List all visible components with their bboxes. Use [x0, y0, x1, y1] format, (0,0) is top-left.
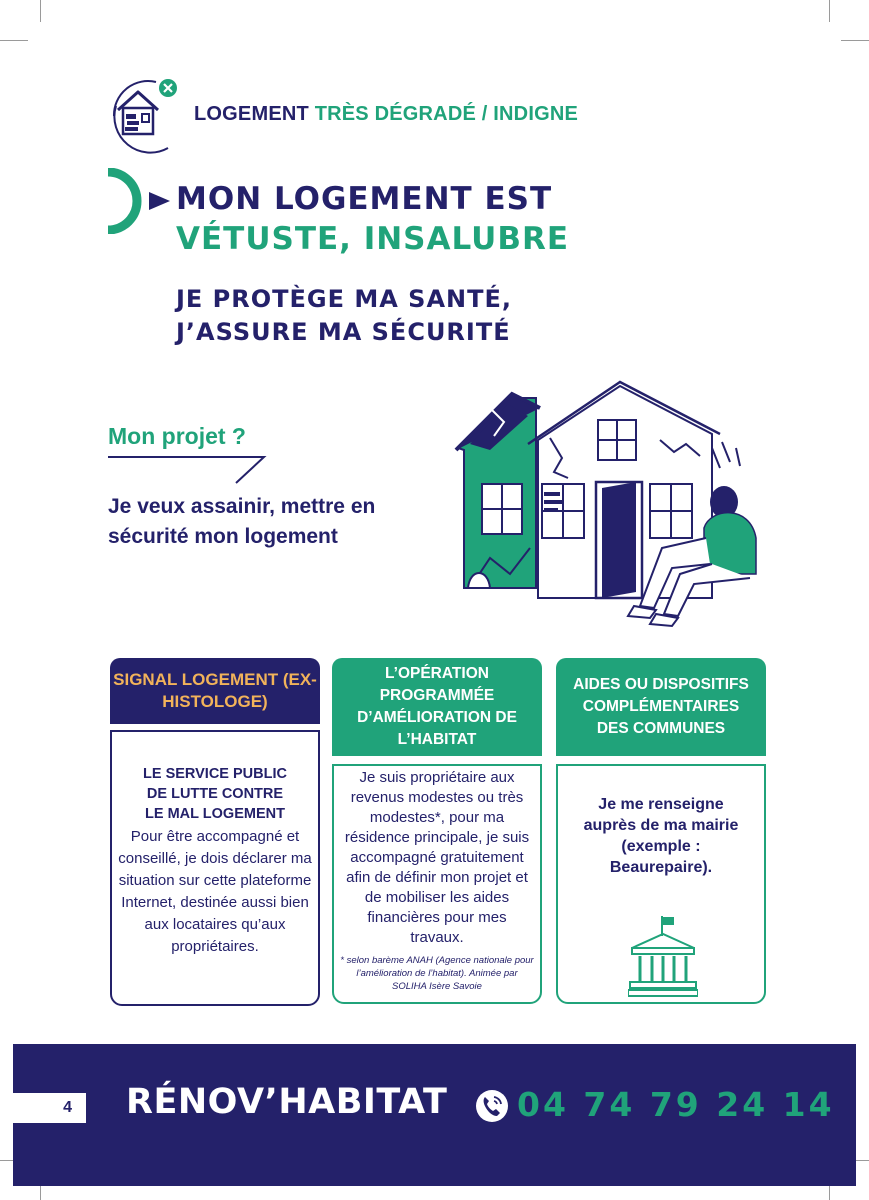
column-header: L’OPÉRATION PROGRAMMÉE D’AMÉLIORATION DE L’HABITAT — [332, 658, 542, 756]
damaged-house-icon — [106, 76, 186, 156]
crop-mark — [0, 40, 28, 41]
title-bracket-icon — [104, 168, 178, 238]
projet-heading: Mon projet ? — [108, 423, 246, 449]
phone-icon — [474, 1088, 510, 1128]
column-box — [556, 764, 766, 1004]
crop-mark — [829, 0, 830, 22]
projet-text: Je veux assainir, mettre en sécurité mon logement — [108, 495, 376, 548]
projet-underline — [108, 455, 268, 489]
section-label-part1: LOGEMENT — [194, 103, 309, 125]
damaged-house-illustration — [450, 378, 770, 632]
section-label-part2: TRÈS DÉGRADÉ / INDIGNE — [314, 103, 579, 125]
section-label — [194, 103, 578, 126]
crop-mark — [40, 0, 41, 22]
column-footnote: * selon barème ANAH (Agence nationale pour l’amélioration de l’habitat). Animée par SOLIHA Isère Savoie — [340, 955, 534, 992]
column-body-text: Je suis propriétaire aux revenus modestes ou très modestes*, pour ma résidence principale, je suis accompagné gratuitement afin de définir mon projet et de mobiliser les aides financières pour mes travaux. — [344, 769, 530, 946]
crop-mark — [841, 40, 869, 41]
column-header: SIGNAL LOGEMENT (EX-HISTOLOGE) — [110, 658, 320, 724]
column-body-text: Pour être accompagné et conseillé, je dois déclarer ma situation sur cette plateforme Internet, destinée aussi bien aux locataires qu’aux propriétaires. — [118, 828, 312, 955]
column-strong-text: LE SERVICE PUBLIC DE LUTTE CONTRE LE MAL LOGEMENT — [143, 766, 287, 822]
column-header: AIDES OU DISPOSITIFS COMPLÉMENTAIRES DES COMMUNES — [556, 658, 766, 756]
column-box — [110, 730, 320, 1006]
page-title-line2: VÉTUSTE, INSALUBRE — [176, 221, 569, 257]
column-box — [332, 764, 542, 1004]
column-strong-text: Je me renseigne auprès de ma mairie (exemple : Beaurepaire). — [583, 796, 739, 876]
subtitle-line1: JE PROTÈGE MA SANTÉ, — [176, 285, 513, 313]
phone-number[interactable]: 04 74 79 24 14 — [517, 1085, 835, 1124]
town-hall-icon — [628, 914, 698, 1003]
page-title-line1: MON LOGEMENT EST — [176, 181, 553, 217]
subtitle-line2: J’ASSURE MA SÉCURITÉ — [176, 318, 511, 346]
page-number: 4 — [13, 1093, 86, 1123]
brand-logo: RÉNOV’HABITAT — [126, 1082, 448, 1122]
